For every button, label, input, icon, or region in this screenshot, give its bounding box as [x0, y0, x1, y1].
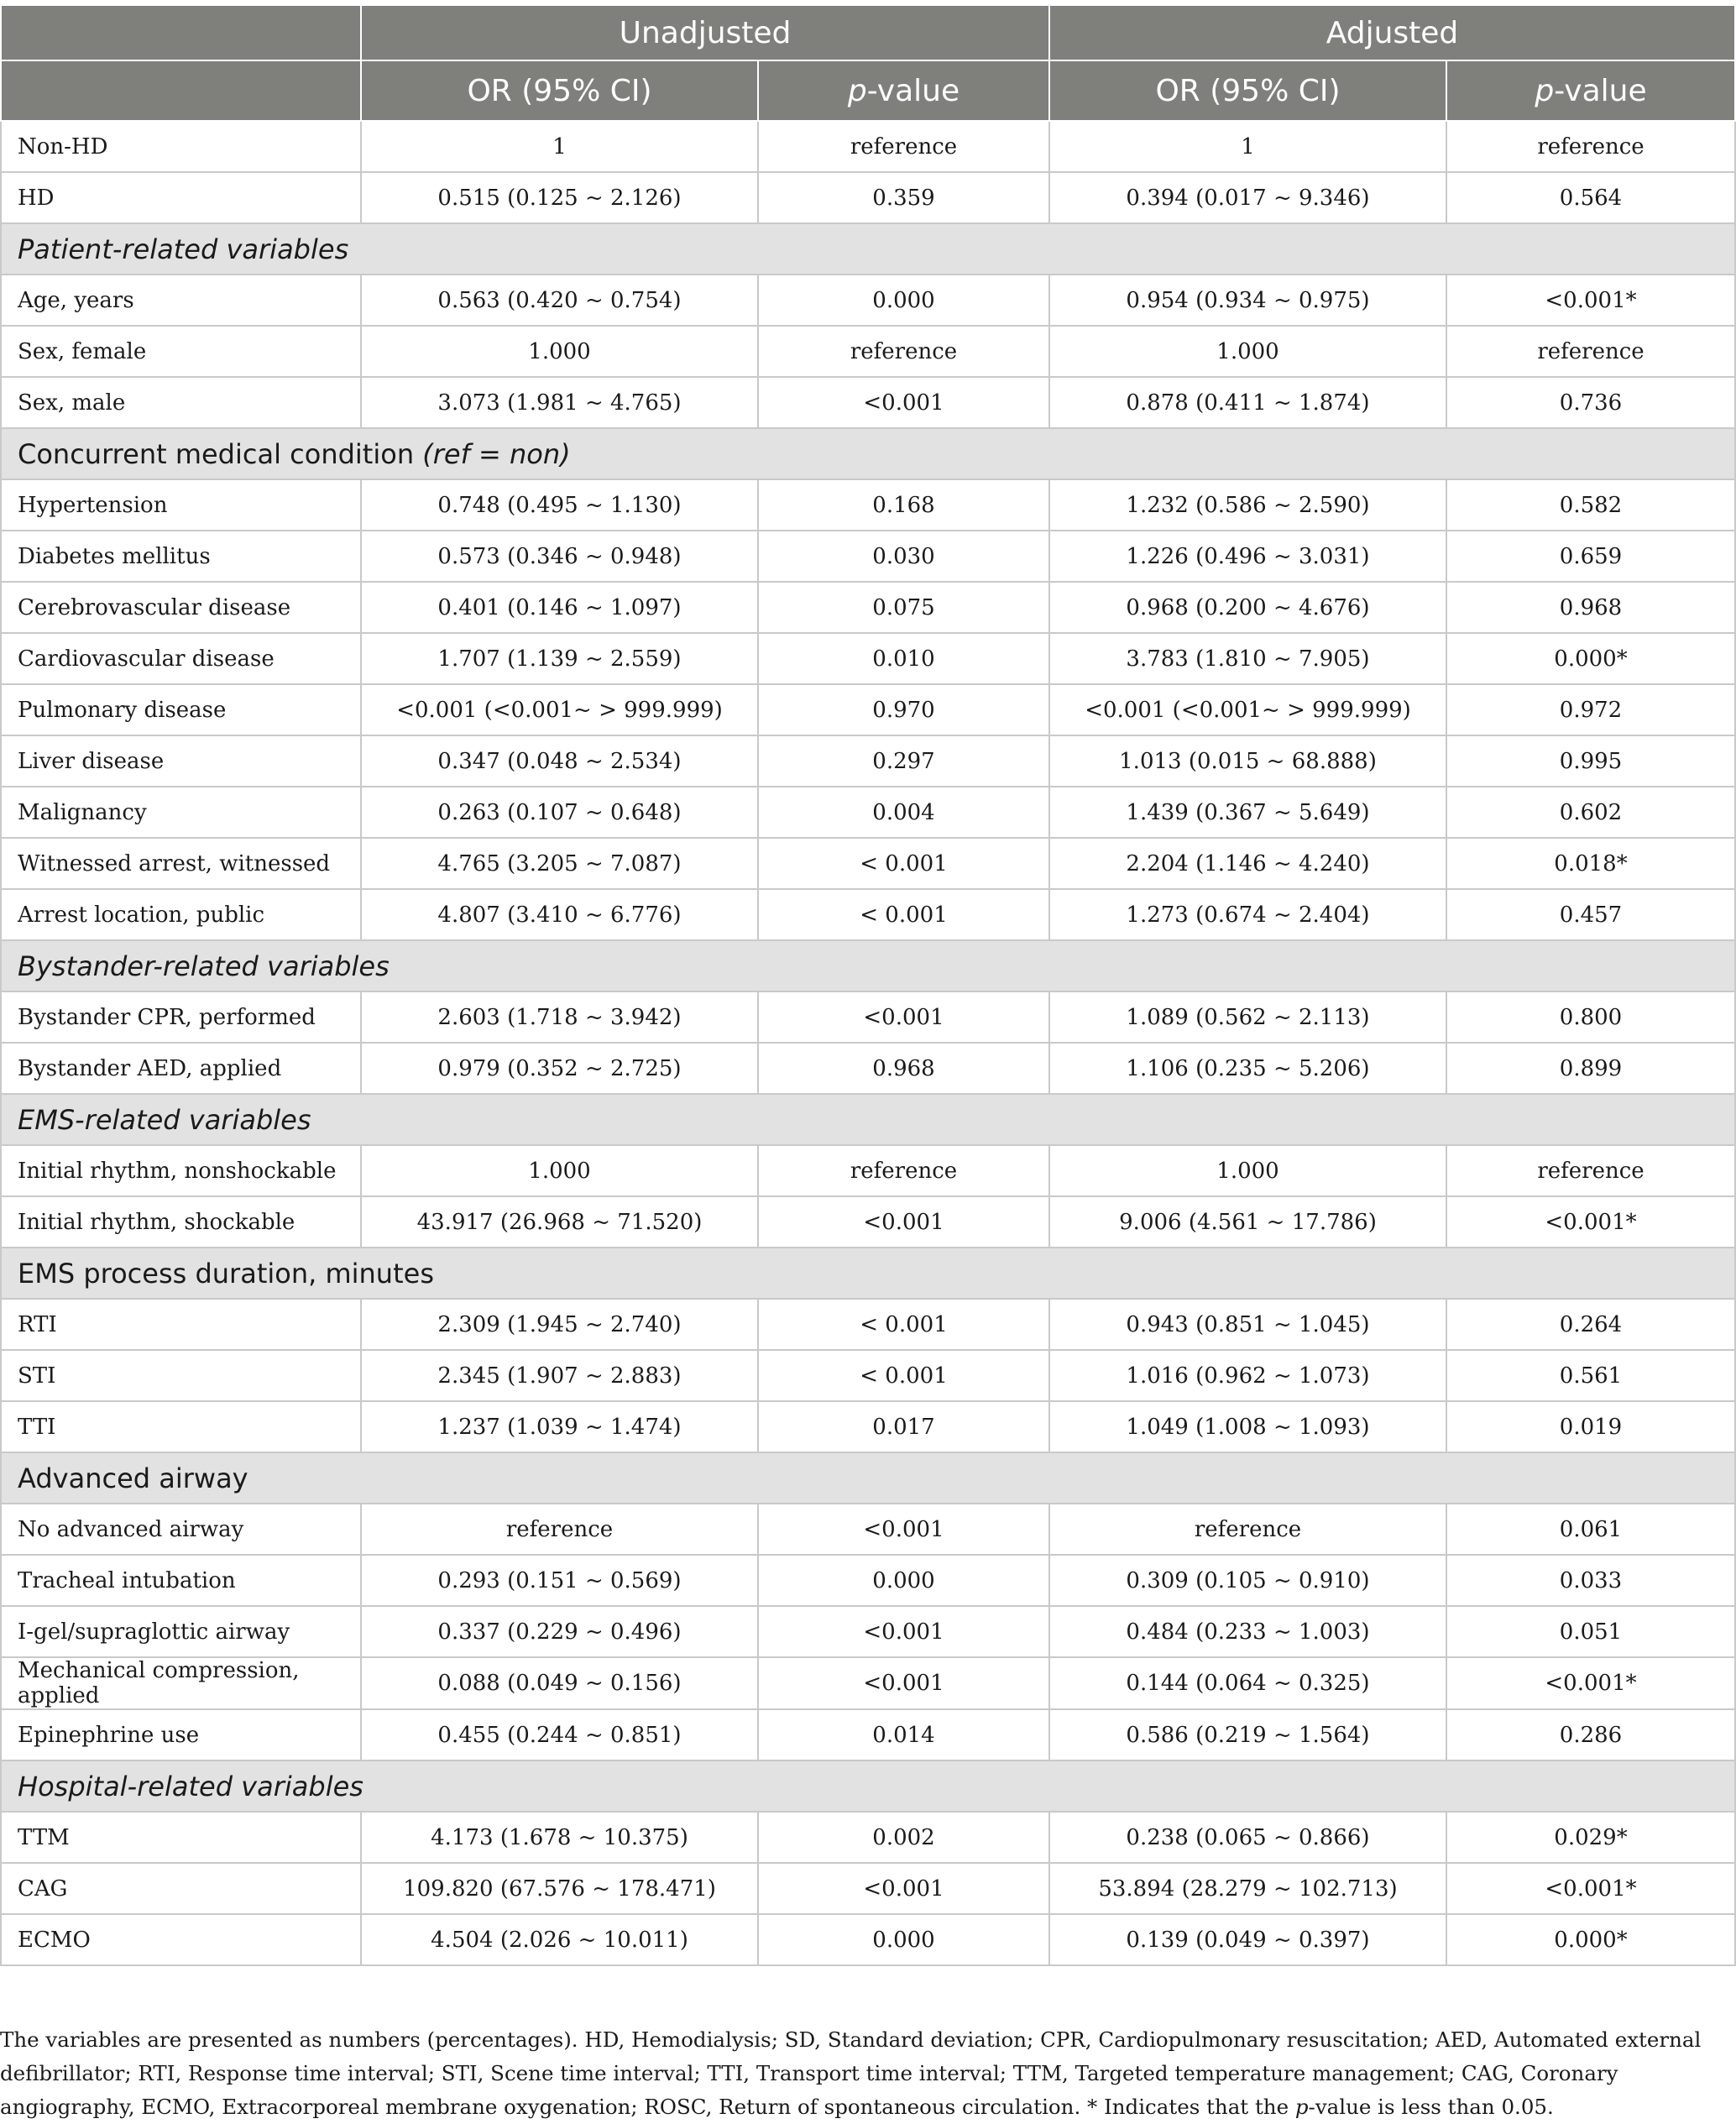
adjusted-or-cell: 1.273 (0.674 ~ 2.404) [1049, 889, 1446, 940]
row-label-cell: Cardiovascular disease [1, 633, 361, 684]
unadjusted-or-cell: 0.748 (0.495 ~ 1.130) [361, 479, 758, 531]
footnote-text: The variables are presented as numbers (percentages). HD, Hemodialysis; SD, Standard deviation; CPR, Cardiopulmonary resuscitation; AED, Automated external defibrillator; RTI, Response time interval; STI, Scene time interval; TTI, Transport time interval; TTM, Targeted temperature management; CAG, Coronary angiography, ECMO, Extracorporeal membrane oxygenation; ROSC, Return of spontaneous circulation. * Indicates that the [0, 2027, 1702, 2119]
unadjusted-or-cell: 3.073 (1.981 ~ 4.765) [361, 377, 758, 428]
adjusted-or-cell: 0.309 (0.105 ~ 0.910) [1049, 1555, 1446, 1606]
adjusted-or-cell: 0.878 (0.411 ~ 1.874) [1049, 377, 1446, 428]
unadjusted-p-cell: 0.000 [758, 1555, 1049, 1606]
row-label-cell: Non-HD [1, 121, 361, 172]
table-row [1, 787, 1735, 838]
section-title [1, 223, 1735, 275]
unadjusted-p-cell: <0.001 [758, 1606, 1049, 1657]
unadjusted-p-cell: 0.030 [758, 531, 1049, 582]
table-row [1, 1401, 1735, 1452]
row-label-cell: CAG [1, 1863, 361, 1914]
unadjusted-p-cell: <0.001 [758, 1863, 1049, 1914]
adjusted-or-cell: 0.586 (0.219 ~ 1.564) [1049, 1709, 1446, 1760]
section-header-row [1, 428, 1735, 479]
adjusted-or-cell: 1.232 (0.586 ~ 2.590) [1049, 479, 1446, 531]
section-header-row [1, 1094, 1735, 1145]
row-label-cell: Sex, female [1, 326, 361, 377]
unadjusted-or-cell: 0.337 (0.229 ~ 0.496) [361, 1606, 758, 1657]
adjusted-p-cell: 0.800 [1446, 991, 1735, 1043]
unadjusted-or-cell: 4.504 (2.026 ~ 10.011) [361, 1914, 758, 1965]
header-p-suffix: -value [866, 73, 960, 108]
row-label-cell: Hypertension [1, 479, 361, 531]
table-row [1, 326, 1735, 377]
adjusted-p-cell: 0.457 [1446, 889, 1735, 940]
unadjusted-or-cell: 4.765 (3.205 ~ 7.087) [361, 838, 758, 889]
header-row-columns [1, 60, 1735, 121]
adjusted-or-cell: reference [1049, 1504, 1446, 1555]
adjusted-p-cell: 0.051 [1446, 1606, 1735, 1657]
unadjusted-p-cell: 0.014 [758, 1709, 1049, 1760]
unadjusted-or-cell: 0.515 (0.125 ~ 2.126) [361, 172, 758, 223]
header-unadjusted: Unadjusted [361, 5, 1049, 60]
results-table [0, 4, 1736, 1966]
unadjusted-p-cell: 0.297 [758, 735, 1049, 787]
section-title [1, 428, 1735, 479]
row-label-cell: Pulmonary disease [1, 684, 361, 735]
section-title-text: Patient-related variables [18, 233, 349, 265]
table-row [1, 582, 1735, 633]
adjusted-or-cell: 1.000 [1049, 326, 1446, 377]
adjusted-or-cell: 0.238 (0.065 ~ 0.866) [1049, 1812, 1446, 1863]
row-label-cell: Malignancy [1, 787, 361, 838]
table-row [1, 377, 1735, 428]
row-label-cell: Arrest location, public [1, 889, 361, 940]
unadjusted-p-cell: <0.001 [758, 1196, 1049, 1248]
unadjusted-or-cell: <0.001 (<0.001~ > 999.999) [361, 684, 758, 735]
unadjusted-p-cell: <0.001 [758, 1657, 1049, 1709]
adjusted-or-cell: 0.144 (0.064 ~ 0.325) [1049, 1657, 1446, 1709]
row-label-cell: STI [1, 1350, 361, 1401]
section-title-text: Hospital-related variables [18, 1770, 363, 1802]
adjusted-or-cell: 1.106 (0.235 ~ 5.206) [1049, 1043, 1446, 1094]
row-label-cell: Diabetes mellitus [1, 531, 361, 582]
unadjusted-p-cell: 0.017 [758, 1401, 1049, 1452]
adjusted-or-cell: 9.006 (4.561 ~ 17.786) [1049, 1196, 1446, 1248]
section-title-text: EMS-related variables [18, 1103, 311, 1136]
unadjusted-or-cell: reference [361, 1504, 758, 1555]
row-label-cell: I-gel/supraglottic airway [1, 1606, 361, 1657]
unadjusted-p-cell: <0.001 [758, 991, 1049, 1043]
table-row [1, 479, 1735, 531]
table-row [1, 172, 1735, 223]
table-row [1, 1606, 1735, 1657]
section-header-row [1, 1452, 1735, 1504]
adjusted-or-cell: 0.968 (0.200 ~ 4.676) [1049, 582, 1446, 633]
adjusted-p-cell: 0.029* [1446, 1812, 1735, 1863]
table-row [1, 1196, 1735, 1248]
adjusted-or-cell: 1.000 [1049, 1145, 1446, 1196]
table-row [1, 991, 1735, 1043]
unadjusted-p-cell: 0.002 [758, 1812, 1049, 1863]
header-p-letter: p [1535, 73, 1555, 108]
section-header-row [1, 223, 1735, 275]
unadjusted-p-cell: 0.004 [758, 787, 1049, 838]
section-title-suffix: (ref = non) [422, 437, 571, 470]
adjusted-or-cell: 1.089 (0.562 ~ 2.113) [1049, 991, 1446, 1043]
adjusted-or-cell: 1.013 (0.015 ~ 68.888) [1049, 735, 1446, 787]
header-unadjusted-p [758, 60, 1049, 121]
unadjusted-or-cell: 0.979 (0.352 ~ 2.725) [361, 1043, 758, 1094]
footnote-p-letter: p [1294, 2095, 1309, 2119]
header-adjusted-p [1446, 60, 1735, 121]
adjusted-or-cell: 0.139 (0.049 ~ 0.397) [1049, 1914, 1446, 1965]
adjusted-p-cell: 0.000* [1446, 1914, 1735, 1965]
section-header-row [1, 1760, 1735, 1812]
unadjusted-or-cell: 0.455 (0.244 ~ 0.851) [361, 1709, 758, 1760]
adjusted-or-cell: 1.439 (0.367 ~ 5.649) [1049, 787, 1446, 838]
unadjusted-or-cell: 2.309 (1.945 ~ 2.740) [361, 1299, 758, 1350]
table-row [1, 121, 1735, 172]
adjusted-p-cell: 0.018* [1446, 838, 1735, 889]
unadjusted-p-cell: < 0.001 [758, 1350, 1049, 1401]
section-title-text: Concurrent medical condition [18, 437, 423, 470]
unadjusted-or-cell: 0.263 (0.107 ~ 0.648) [361, 787, 758, 838]
unadjusted-or-cell: 1.000 [361, 1145, 758, 1196]
unadjusted-or-cell: 0.293 (0.151 ~ 0.569) [361, 1555, 758, 1606]
header-p-letter: p [847, 73, 867, 108]
adjusted-p-cell: 0.899 [1446, 1043, 1735, 1094]
adjusted-p-cell: 0.659 [1446, 531, 1735, 582]
unadjusted-or-cell: 1 [361, 121, 758, 172]
unadjusted-or-cell: 1.000 [361, 326, 758, 377]
unadjusted-p-cell: < 0.001 [758, 838, 1049, 889]
section-header-row [1, 1248, 1735, 1299]
table-row [1, 1350, 1735, 1401]
adjusted-or-cell: <0.001 (<0.001~ > 999.999) [1049, 684, 1446, 735]
row-label-cell: Age, years [1, 275, 361, 326]
adjusted-p-cell: <0.001* [1446, 1863, 1735, 1914]
unadjusted-or-cell: 2.603 (1.718 ~ 3.942) [361, 991, 758, 1043]
unadjusted-p-cell: <0.001 [758, 377, 1049, 428]
unadjusted-or-cell: 0.401 (0.146 ~ 1.097) [361, 582, 758, 633]
header-unadjusted-or: OR (95% CI) [361, 60, 758, 121]
unadjusted-or-cell: 1.237 (1.039 ~ 1.474) [361, 1401, 758, 1452]
row-label-cell: Liver disease [1, 735, 361, 787]
adjusted-p-cell: 0.033 [1446, 1555, 1735, 1606]
unadjusted-p-cell: 0.968 [758, 1043, 1049, 1094]
table-row [1, 1863, 1735, 1914]
unadjusted-or-cell: 4.173 (1.678 ~ 10.375) [361, 1812, 758, 1863]
section-title-text: EMS process duration, minutes [18, 1257, 434, 1290]
row-label-cell: Mechanical compression, applied [1, 1657, 361, 1709]
table-row [1, 1914, 1735, 1965]
header-blank-cell [1, 60, 361, 121]
row-label-cell: HD [1, 172, 361, 223]
adjusted-p-cell: reference [1446, 121, 1735, 172]
unadjusted-p-cell: 0.000 [758, 1914, 1049, 1965]
header-adjusted-or: OR (95% CI) [1049, 60, 1446, 121]
adjusted-p-cell: reference [1446, 1145, 1735, 1196]
unadjusted-p-cell: <0.001 [758, 1504, 1049, 1555]
adjusted-p-cell: 0.561 [1446, 1350, 1735, 1401]
table-row [1, 735, 1735, 787]
header-row-groups [1, 5, 1735, 60]
section-header-row [1, 940, 1735, 991]
row-label-cell: Sex, male [1, 377, 361, 428]
adjusted-p-cell: <0.001* [1446, 1196, 1735, 1248]
adjusted-p-cell: 0.968 [1446, 582, 1735, 633]
row-label-cell: Witnessed arrest, witnessed [1, 838, 361, 889]
adjusted-p-cell: 0.602 [1446, 787, 1735, 838]
unadjusted-or-cell: 109.820 (67.576 ~ 178.471) [361, 1863, 758, 1914]
section-title [1, 1760, 1735, 1812]
table-row [1, 275, 1735, 326]
table-row [1, 889, 1735, 940]
adjusted-or-cell: 1.016 (0.962 ~ 1.073) [1049, 1350, 1446, 1401]
unadjusted-p-cell: < 0.001 [758, 1299, 1049, 1350]
adjusted-p-cell: <0.001* [1446, 1657, 1735, 1709]
row-label-cell: Bystander AED, applied [1, 1043, 361, 1094]
adjusted-or-cell: 0.943 (0.851 ~ 1.045) [1049, 1299, 1446, 1350]
table-row [1, 1145, 1735, 1196]
table-row [1, 684, 1735, 735]
adjusted-p-cell: 0.264 [1446, 1299, 1735, 1350]
table-row [1, 1709, 1735, 1760]
section-title [1, 1248, 1735, 1299]
adjusted-p-cell: 0.061 [1446, 1504, 1735, 1555]
table-row [1, 1812, 1735, 1863]
unadjusted-p-cell: 0.970 [758, 684, 1049, 735]
section-title-text: Bystander-related variables [18, 950, 390, 982]
footnote-text-end: -value is less than 0.05. [1308, 2095, 1554, 2119]
table-row [1, 1043, 1735, 1094]
adjusted-or-cell: 0.394 (0.017 ~ 9.346) [1049, 172, 1446, 223]
table-body [1, 121, 1735, 1965]
unadjusted-or-cell: 43.917 (26.968 ~ 71.520) [361, 1196, 758, 1248]
adjusted-p-cell: 0.000* [1446, 633, 1735, 684]
table-footnote [0, 2023, 1729, 2124]
row-label-cell: No advanced airway [1, 1504, 361, 1555]
adjusted-p-cell: 0.582 [1446, 479, 1735, 531]
row-label-cell: Cerebrovascular disease [1, 582, 361, 633]
adjusted-p-cell: 0.736 [1446, 377, 1735, 428]
adjusted-p-cell: 0.972 [1446, 684, 1735, 735]
unadjusted-p-cell: reference [758, 1145, 1049, 1196]
unadjusted-or-cell: 2.345 (1.907 ~ 2.883) [361, 1350, 758, 1401]
row-label-cell: Epinephrine use [1, 1709, 361, 1760]
adjusted-p-cell: reference [1446, 326, 1735, 377]
table-row [1, 1299, 1735, 1350]
section-title [1, 1452, 1735, 1504]
unadjusted-p-cell: 0.168 [758, 479, 1049, 531]
table-row [1, 838, 1735, 889]
adjusted-p-cell: <0.001* [1446, 275, 1735, 326]
unadjusted-p-cell: 0.010 [758, 633, 1049, 684]
unadjusted-p-cell: < 0.001 [758, 889, 1049, 940]
unadjusted-or-cell: 0.088 (0.049 ~ 0.156) [361, 1657, 758, 1709]
table-row [1, 1555, 1735, 1606]
adjusted-p-cell: 0.995 [1446, 735, 1735, 787]
section-title [1, 1094, 1735, 1145]
row-label-cell: TTM [1, 1812, 361, 1863]
header-adjusted: Adjusted [1049, 5, 1735, 60]
adjusted-p-cell: 0.564 [1446, 172, 1735, 223]
adjusted-or-cell: 1.226 (0.496 ~ 3.031) [1049, 531, 1446, 582]
unadjusted-or-cell: 0.563 (0.420 ~ 0.754) [361, 275, 758, 326]
unadjusted-p-cell: 0.000 [758, 275, 1049, 326]
header-blank-cell [1, 5, 361, 60]
unadjusted-p-cell: 0.359 [758, 172, 1049, 223]
unadjusted-or-cell: 4.807 (3.410 ~ 6.776) [361, 889, 758, 940]
adjusted-or-cell: 0.484 (0.233 ~ 1.003) [1049, 1606, 1446, 1657]
unadjusted-or-cell: 0.347 (0.048 ~ 2.534) [361, 735, 758, 787]
unadjusted-p-cell: 0.075 [758, 582, 1049, 633]
row-label-cell: Tracheal intubation [1, 1555, 361, 1606]
adjusted-p-cell: 0.019 [1446, 1401, 1735, 1452]
unadjusted-p-cell: reference [758, 326, 1049, 377]
table-row [1, 1504, 1735, 1555]
row-label-cell: TTI [1, 1401, 361, 1452]
unadjusted-or-cell: 1.707 (1.139 ~ 2.559) [361, 633, 758, 684]
table-row [1, 633, 1735, 684]
unadjusted-or-cell: 0.573 (0.346 ~ 0.948) [361, 531, 758, 582]
section-title [1, 940, 1735, 991]
adjusted-or-cell: 1 [1049, 121, 1446, 172]
adjusted-p-cell: 0.286 [1446, 1709, 1735, 1760]
row-label-cell: Initial rhythm, nonshockable [1, 1145, 361, 1196]
adjusted-or-cell: 1.049 (1.008 ~ 1.093) [1049, 1401, 1446, 1452]
adjusted-or-cell: 53.894 (28.279 ~ 102.713) [1049, 1863, 1446, 1914]
adjusted-or-cell: 0.954 (0.934 ~ 0.975) [1049, 275, 1446, 326]
table-row [1, 531, 1735, 582]
table-row [1, 1657, 1735, 1709]
adjusted-or-cell: 2.204 (1.146 ~ 4.240) [1049, 838, 1446, 889]
row-label-cell: ECMO [1, 1914, 361, 1965]
row-label-cell: Bystander CPR, performed [1, 991, 361, 1043]
header-p-suffix: -value [1554, 73, 1647, 108]
unadjusted-p-cell: reference [758, 121, 1049, 172]
row-label-cell: Initial rhythm, shockable [1, 1196, 361, 1248]
section-title-text: Advanced airway [18, 1462, 248, 1494]
adjusted-or-cell: 3.783 (1.810 ~ 7.905) [1049, 633, 1446, 684]
row-label-cell: RTI [1, 1299, 361, 1350]
